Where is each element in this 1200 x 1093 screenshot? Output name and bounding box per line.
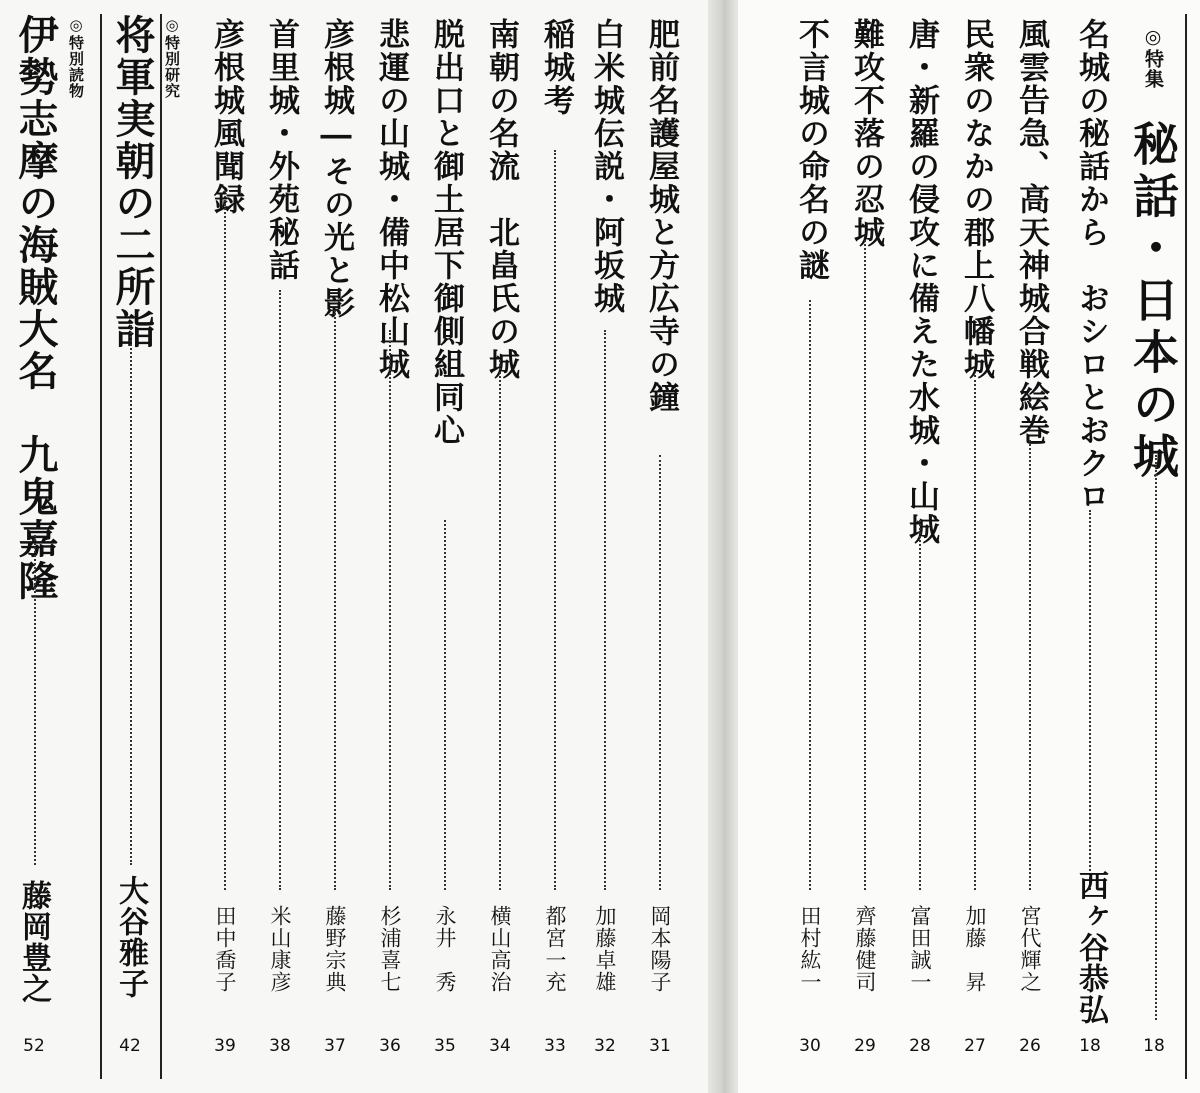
article-title: 悲運の山城・備中松山城: [373, 18, 409, 381]
article-dots: [604, 330, 606, 890]
article-title: 肥前名護屋城と方広寺の鐘: [643, 18, 679, 414]
feature-title: 秘話・日本の城: [1126, 120, 1180, 484]
special-research-page-number: 42: [119, 1036, 141, 1056]
special-research-dots: [130, 325, 132, 865]
article-author: 横山高治: [488, 905, 512, 993]
article-dots: [224, 200, 226, 890]
article-title: 難攻不落の忍城: [848, 18, 884, 249]
article-title: 唐・新羅の侵攻に備えた水城・山城: [903, 18, 939, 546]
article-page-number: 31: [649, 1036, 671, 1056]
article-author: 永井 秀: [433, 905, 457, 993]
article-title: 風雲告急、高天神城合戦絵巻: [1013, 18, 1049, 447]
article-author: 田村紘一: [798, 905, 822, 993]
article-title: 民衆のなかの郡上八幡城: [958, 18, 994, 381]
article-page-number: 38: [269, 1036, 291, 1056]
article-dots: [444, 520, 446, 890]
section-rule-research: [160, 14, 162, 1079]
article-page-number: 36: [379, 1036, 401, 1056]
article-author: 田中喬子: [213, 905, 237, 993]
article-title: 名城の秘話から おシロとおクロ: [1073, 18, 1109, 513]
article-author: 杉浦喜七: [378, 905, 402, 993]
article-title: 首里城・外苑秘話: [263, 18, 299, 282]
article-author: 富田誠一: [908, 905, 932, 993]
article-dots: [554, 150, 556, 890]
article-author: 加藤 昇: [963, 905, 987, 993]
special-research-title: 将軍実朝の二所詣: [109, 14, 156, 350]
article-dots: [974, 375, 976, 890]
article-page-number: 33: [544, 1036, 566, 1056]
article-author: 加藤卓雄: [593, 905, 617, 993]
feature-label: ◎特集: [1142, 26, 1164, 89]
article-dots: [334, 310, 336, 890]
article-dots: [499, 360, 501, 890]
article-page-number: 37: [324, 1036, 346, 1056]
article-dots: [1029, 440, 1031, 890]
feature-page-number: 18: [1143, 1036, 1165, 1056]
article-page-number: 30: [799, 1036, 821, 1056]
special-reading-label: ◎特別読物: [67, 16, 85, 99]
special-research-author: 大谷雅子: [113, 875, 148, 999]
article-page-number: 18: [1079, 1036, 1101, 1056]
article-dots: [809, 300, 811, 890]
article-page-number: 35: [434, 1036, 456, 1056]
article-title: 彦根城―その光と影: [318, 18, 354, 320]
article-page-number: 34: [489, 1036, 511, 1056]
article-dots: [1089, 510, 1091, 890]
article-title: 南朝の名流 北畠氏の城: [483, 18, 519, 381]
article-title: 不言城の命名の謎: [793, 18, 829, 282]
special-reading-dots: [34, 535, 36, 865]
article-author: 都宮一充: [543, 905, 567, 993]
article-title: 白米城伝説・阿坂城: [588, 18, 624, 315]
article-author: 米山康彦: [268, 905, 292, 993]
article-title: 彦根城風聞録: [208, 18, 244, 216]
article-page-number: 29: [854, 1036, 876, 1056]
feature-dots: [1155, 455, 1157, 1020]
book-gutter: [708, 0, 738, 1093]
article-dots: [659, 455, 661, 890]
article-title: 脱出口と御土居下御側組同心: [428, 18, 464, 447]
article-author: 宮代輝之: [1018, 905, 1042, 993]
section-rule-feature: [1185, 14, 1187, 1079]
special-research-label: ◎特別研究: [163, 16, 181, 99]
article-author: 西ヶ谷恭弘: [1073, 870, 1108, 1025]
section-rule-reading: [100, 14, 102, 1079]
article-page-number: 26: [1019, 1036, 1041, 1056]
article-page-number: 39: [214, 1036, 236, 1056]
article-dots: [919, 520, 921, 890]
article-dots: [864, 240, 866, 890]
article-page-number: 28: [909, 1036, 931, 1056]
article-page-number: 27: [964, 1036, 986, 1056]
special-reading-page-number: 52: [23, 1036, 45, 1056]
article-author: 藤野宗典: [323, 905, 347, 993]
special-reading-author: 藤岡豊之: [16, 880, 51, 1004]
article-dots: [279, 290, 281, 890]
special-reading-title: 伊勢志摩の海賊大名 九鬼嘉隆: [12, 14, 59, 602]
article-title: 稲城考: [538, 18, 574, 117]
article-dots: [389, 330, 391, 890]
article-author: 岡本陽子: [648, 905, 672, 993]
article-page-number: 32: [594, 1036, 616, 1056]
article-author: 齊藤健司: [853, 905, 877, 993]
